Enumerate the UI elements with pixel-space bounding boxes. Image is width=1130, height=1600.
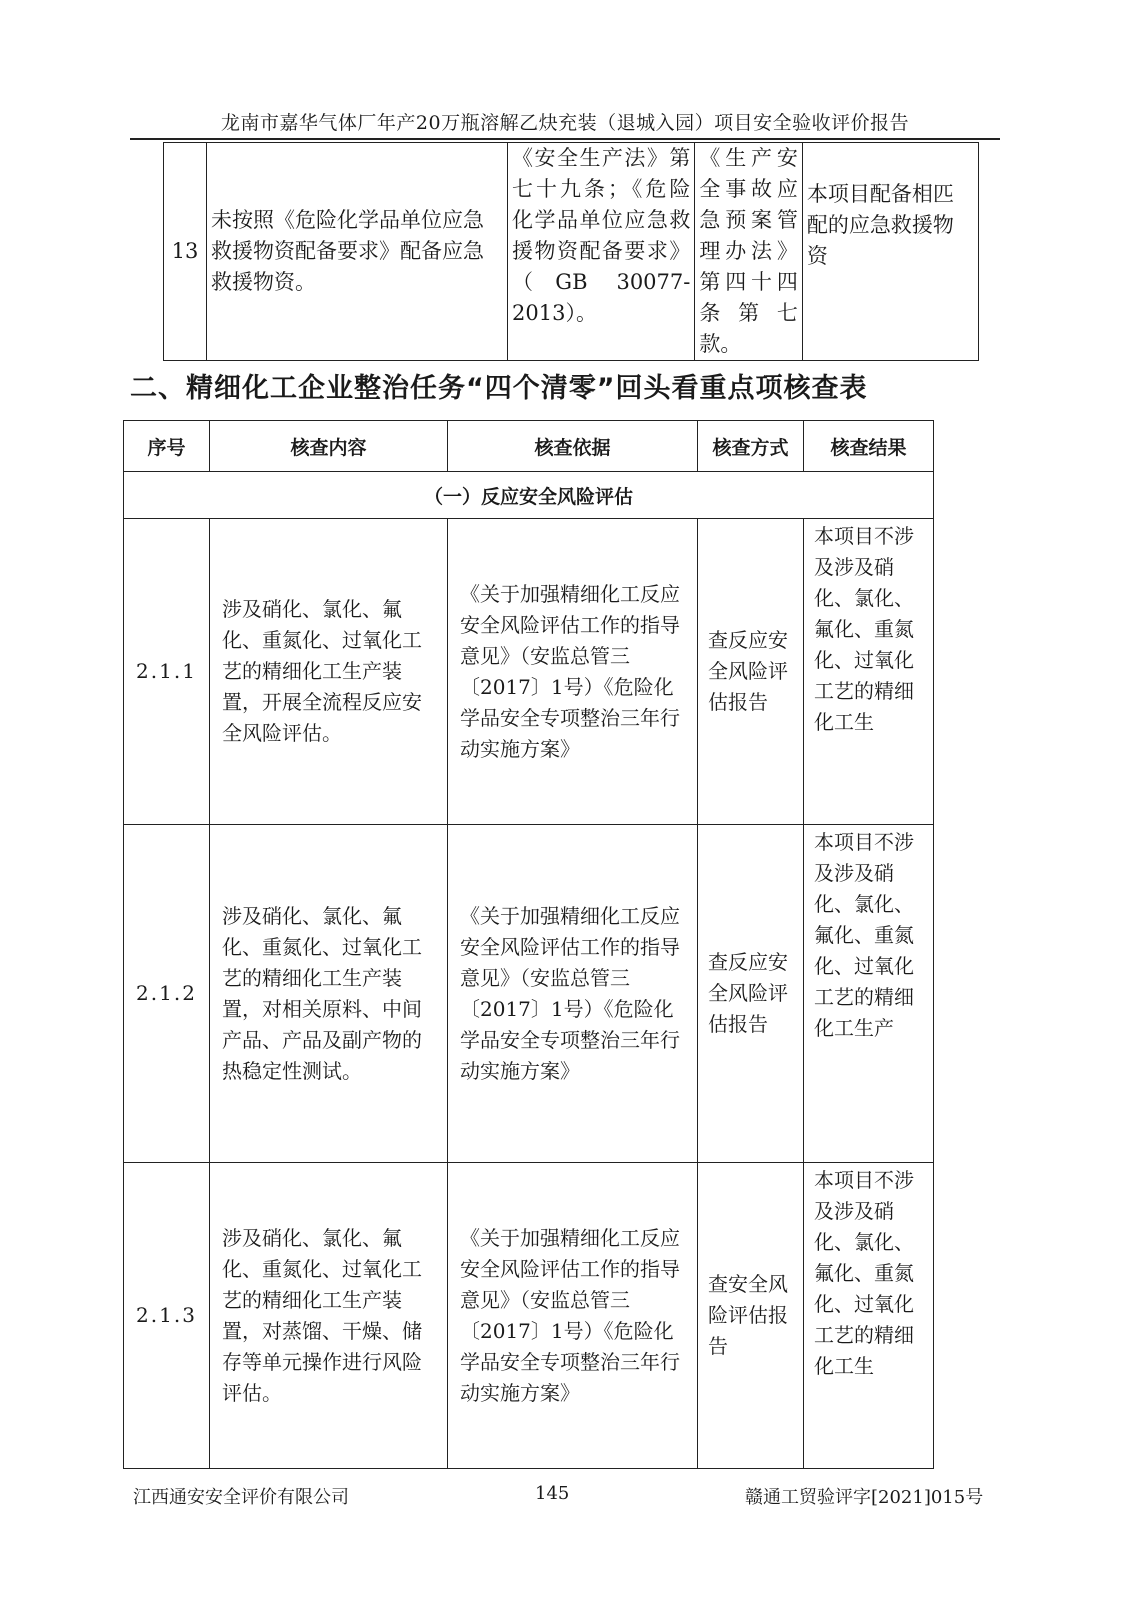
subsection-row	[124, 472, 934, 519]
row-issue: 未按照《危险化学品单位应急救援物资配备要求》配备应急救援物资。	[207, 143, 508, 361]
item-method: 查安全风险评估报告	[698, 1163, 804, 1469]
table-row	[164, 143, 979, 361]
header-divider	[130, 138, 1000, 140]
item-content: 涉及硝化、氯化、氟化、重氮化、过氧化工艺的精细化工生产装置，对相关原料、中间产品、产品及副产物的热稳定性测试。	[210, 825, 448, 1163]
header-basis: 核查依据	[448, 421, 698, 472]
item-method: 查反应安全风险评估报告	[698, 825, 804, 1163]
table-row	[124, 825, 934, 1163]
continued-regulation-table	[163, 142, 979, 361]
item-basis: 《关于加强精细化工反应安全风险评估工作的指导意见》（安监总管三〔2017〕1号）《危险化学品安全专项整治三年行动实施方案》	[448, 825, 698, 1163]
row-regulation: 《生产安全事故应急预案管理办法》第四十四条第七款。	[695, 143, 803, 361]
table-header-row	[124, 421, 934, 472]
row-result: 本项目配备相匹配的应急救援物资	[802, 143, 978, 361]
item-number: 2.1.2	[124, 825, 210, 1163]
table-row	[124, 1163, 934, 1469]
item-result-cell	[804, 1163, 934, 1469]
item-result: 本项目不涉及涉及硝化、氯化、氟化、重氮化、过氧化工艺的精细化工生	[814, 1167, 914, 1378]
item-result-cell	[804, 825, 934, 1163]
header-no: 序号	[124, 421, 210, 472]
header-result: 核查结果	[804, 421, 934, 472]
table-row	[124, 519, 934, 825]
row-basis: 《安全生产法》第七十九条；《危险化学品单位应急救援物资配备要求》（GB 30077-2013）。	[508, 143, 695, 361]
footer-company: 江西通安安全评价有限公司	[133, 1487, 349, 1508]
subsection-title: （一）反应安全风险评估	[124, 472, 934, 519]
row-number: 13	[164, 143, 207, 361]
item-result-cell	[804, 519, 934, 825]
report-header-title: 龙南市嘉华气体厂年产20万瓶溶解乙炔充装（退城入园）项目安全验收评价报告	[220, 112, 910, 134]
item-number: 2.1.1	[124, 519, 210, 825]
section-heading: 二、精细化工企业整治任务“四个清零”回头看重点项核查表	[130, 373, 868, 404]
item-method: 查反应安全风险评估报告	[698, 519, 804, 825]
footer-page-number: 145	[535, 1483, 570, 1504]
item-content: 涉及硝化、氯化、氟化、重氮化、过氧化工艺的精细化工生产装置，对蒸馏、干燥、储存等单元操作进行风险评估。	[210, 1163, 448, 1469]
header-content: 核查内容	[210, 421, 448, 472]
footer-report-number: 赣通工贸验评字[2021]015号	[745, 1487, 984, 1508]
check-table	[123, 420, 934, 1469]
item-basis: 《关于加强精细化工反应安全风险评估工作的指导意见》（安监总管三〔2017〕1号）《危险化学品安全专项整治三年行动实施方案》	[448, 1163, 698, 1469]
item-result: 本项目不涉及涉及硝化、氯化、氟化、重氮化、过氧化工艺的精细化工生	[814, 523, 914, 734]
item-content: 涉及硝化、氯化、氟化、重氮化、过氧化工艺的精细化工生产装置，开展全流程反应安全风险评估。	[210, 519, 448, 825]
item-result: 本项目不涉及涉及硝化、氯化、氟化、重氮化、过氧化工艺的精细化工生产	[814, 829, 914, 1040]
item-basis: 《关于加强精细化工反应安全风险评估工作的指导意见》（安监总管三〔2017〕1号）《危险化学品安全专项整治三年行动实施方案》	[448, 519, 698, 825]
item-number: 2.1.3	[124, 1163, 210, 1469]
header-method: 核查方式	[698, 421, 804, 472]
